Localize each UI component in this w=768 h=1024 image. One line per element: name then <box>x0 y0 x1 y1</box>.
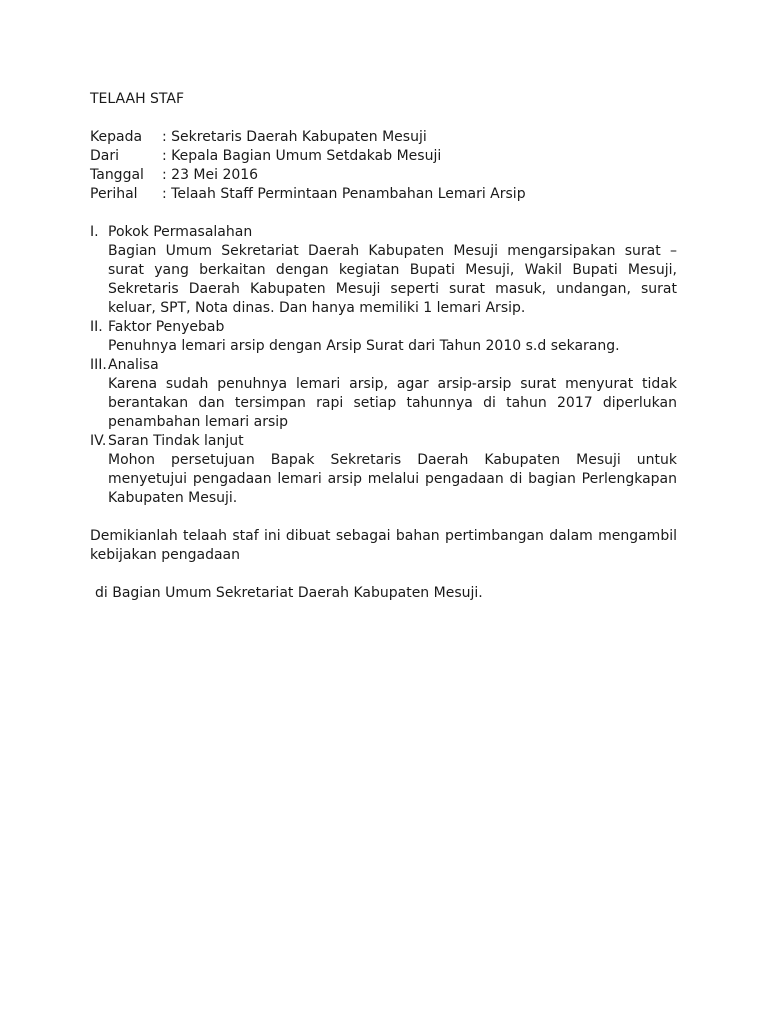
section-title: Analisa <box>108 357 159 373</box>
section-faktor-penyebab <box>90 318 677 356</box>
section-number: II. <box>90 319 103 335</box>
section-saran-tindak-lanjut <box>90 432 677 508</box>
header-row-perihal <box>90 185 677 204</box>
section-heading <box>90 356 677 375</box>
section-body: Penuhnya lemari arsip dengan Arsip Surat dari Tahun 2010 s.d sekarang. <box>108 338 620 354</box>
header-row-kepada <box>90 128 677 147</box>
section-title: Pokok Permasalahan <box>108 224 253 240</box>
section-title: Saran Tindak lanjut <box>108 433 244 449</box>
section-body: Bagian Umum Sekretariat Daerah Kabupaten Mesuji mengarsipakan surat – surat yang berkaitan dengan kegiatan Bupati Mesuji, Wakil Bupati Mesuji, Sekretaris Daerah Kabupaten Mesuji seperti surat masuk, undangan, surat keluar, SPT, Nota dinas. Dan hanya memiliki 1 lemari Arsip. <box>108 243 677 316</box>
section-title: Faktor Penyebab <box>108 319 225 335</box>
header-row-dari <box>90 147 677 166</box>
letter-header <box>90 128 677 204</box>
section-analisa <box>90 356 677 432</box>
closing-paragraph: Demikianlah telaah staf ini dibuat sebagai bahan pertimbangan dalam mengambil kebijakan pengadaan <box>90 528 677 563</box>
section-pokok-permasalahan <box>90 223 677 318</box>
section-heading <box>90 223 677 242</box>
section-number: I. <box>90 224 99 240</box>
location-line: di Bagian Umum Sekretariat Daerah Kabupaten Mesuji. <box>95 585 483 601</box>
document-page <box>90 90 677 617</box>
document-title: TELAAH STAF <box>90 91 185 107</box>
header-value: : Sekretaris Daerah Kabupaten Mesuji <box>162 129 427 145</box>
header-value: : Kepala Bagian Umum Setdakab Mesuji <box>162 148 442 164</box>
section-body: Karena sudah penuhnya lemari arsip, agar arsip-arsip surat menyurat tidak berantakan dan tersimpan rapi setiap tahunnya di tahun 2017 diperlukan penambahan lemari arsip <box>108 376 677 430</box>
header-value: : Telaah Staff Permintaan Penambahan Lemari Arsip <box>162 186 526 202</box>
section-number: IV. <box>90 433 107 449</box>
header-value: : 23 Mei 2016 <box>162 167 259 183</box>
section-number: III. <box>90 357 107 373</box>
sections <box>90 223 677 508</box>
section-body: Mohon persetujuan Bapak Sekretaris Daerah Kabupaten Mesuji untuk menyetujui pengadaan lemari arsip melalui pengadaan di bagian Perlengkapan Kabupaten Mesuji. <box>108 452 677 506</box>
header-label: Dari <box>90 148 120 164</box>
header-label: Kepada <box>90 129 143 145</box>
section-heading <box>90 318 677 337</box>
header-label: Tanggal <box>90 167 144 183</box>
header-row-tanggal <box>90 166 677 185</box>
section-heading <box>90 432 677 451</box>
header-label: Perihal <box>90 186 138 202</box>
